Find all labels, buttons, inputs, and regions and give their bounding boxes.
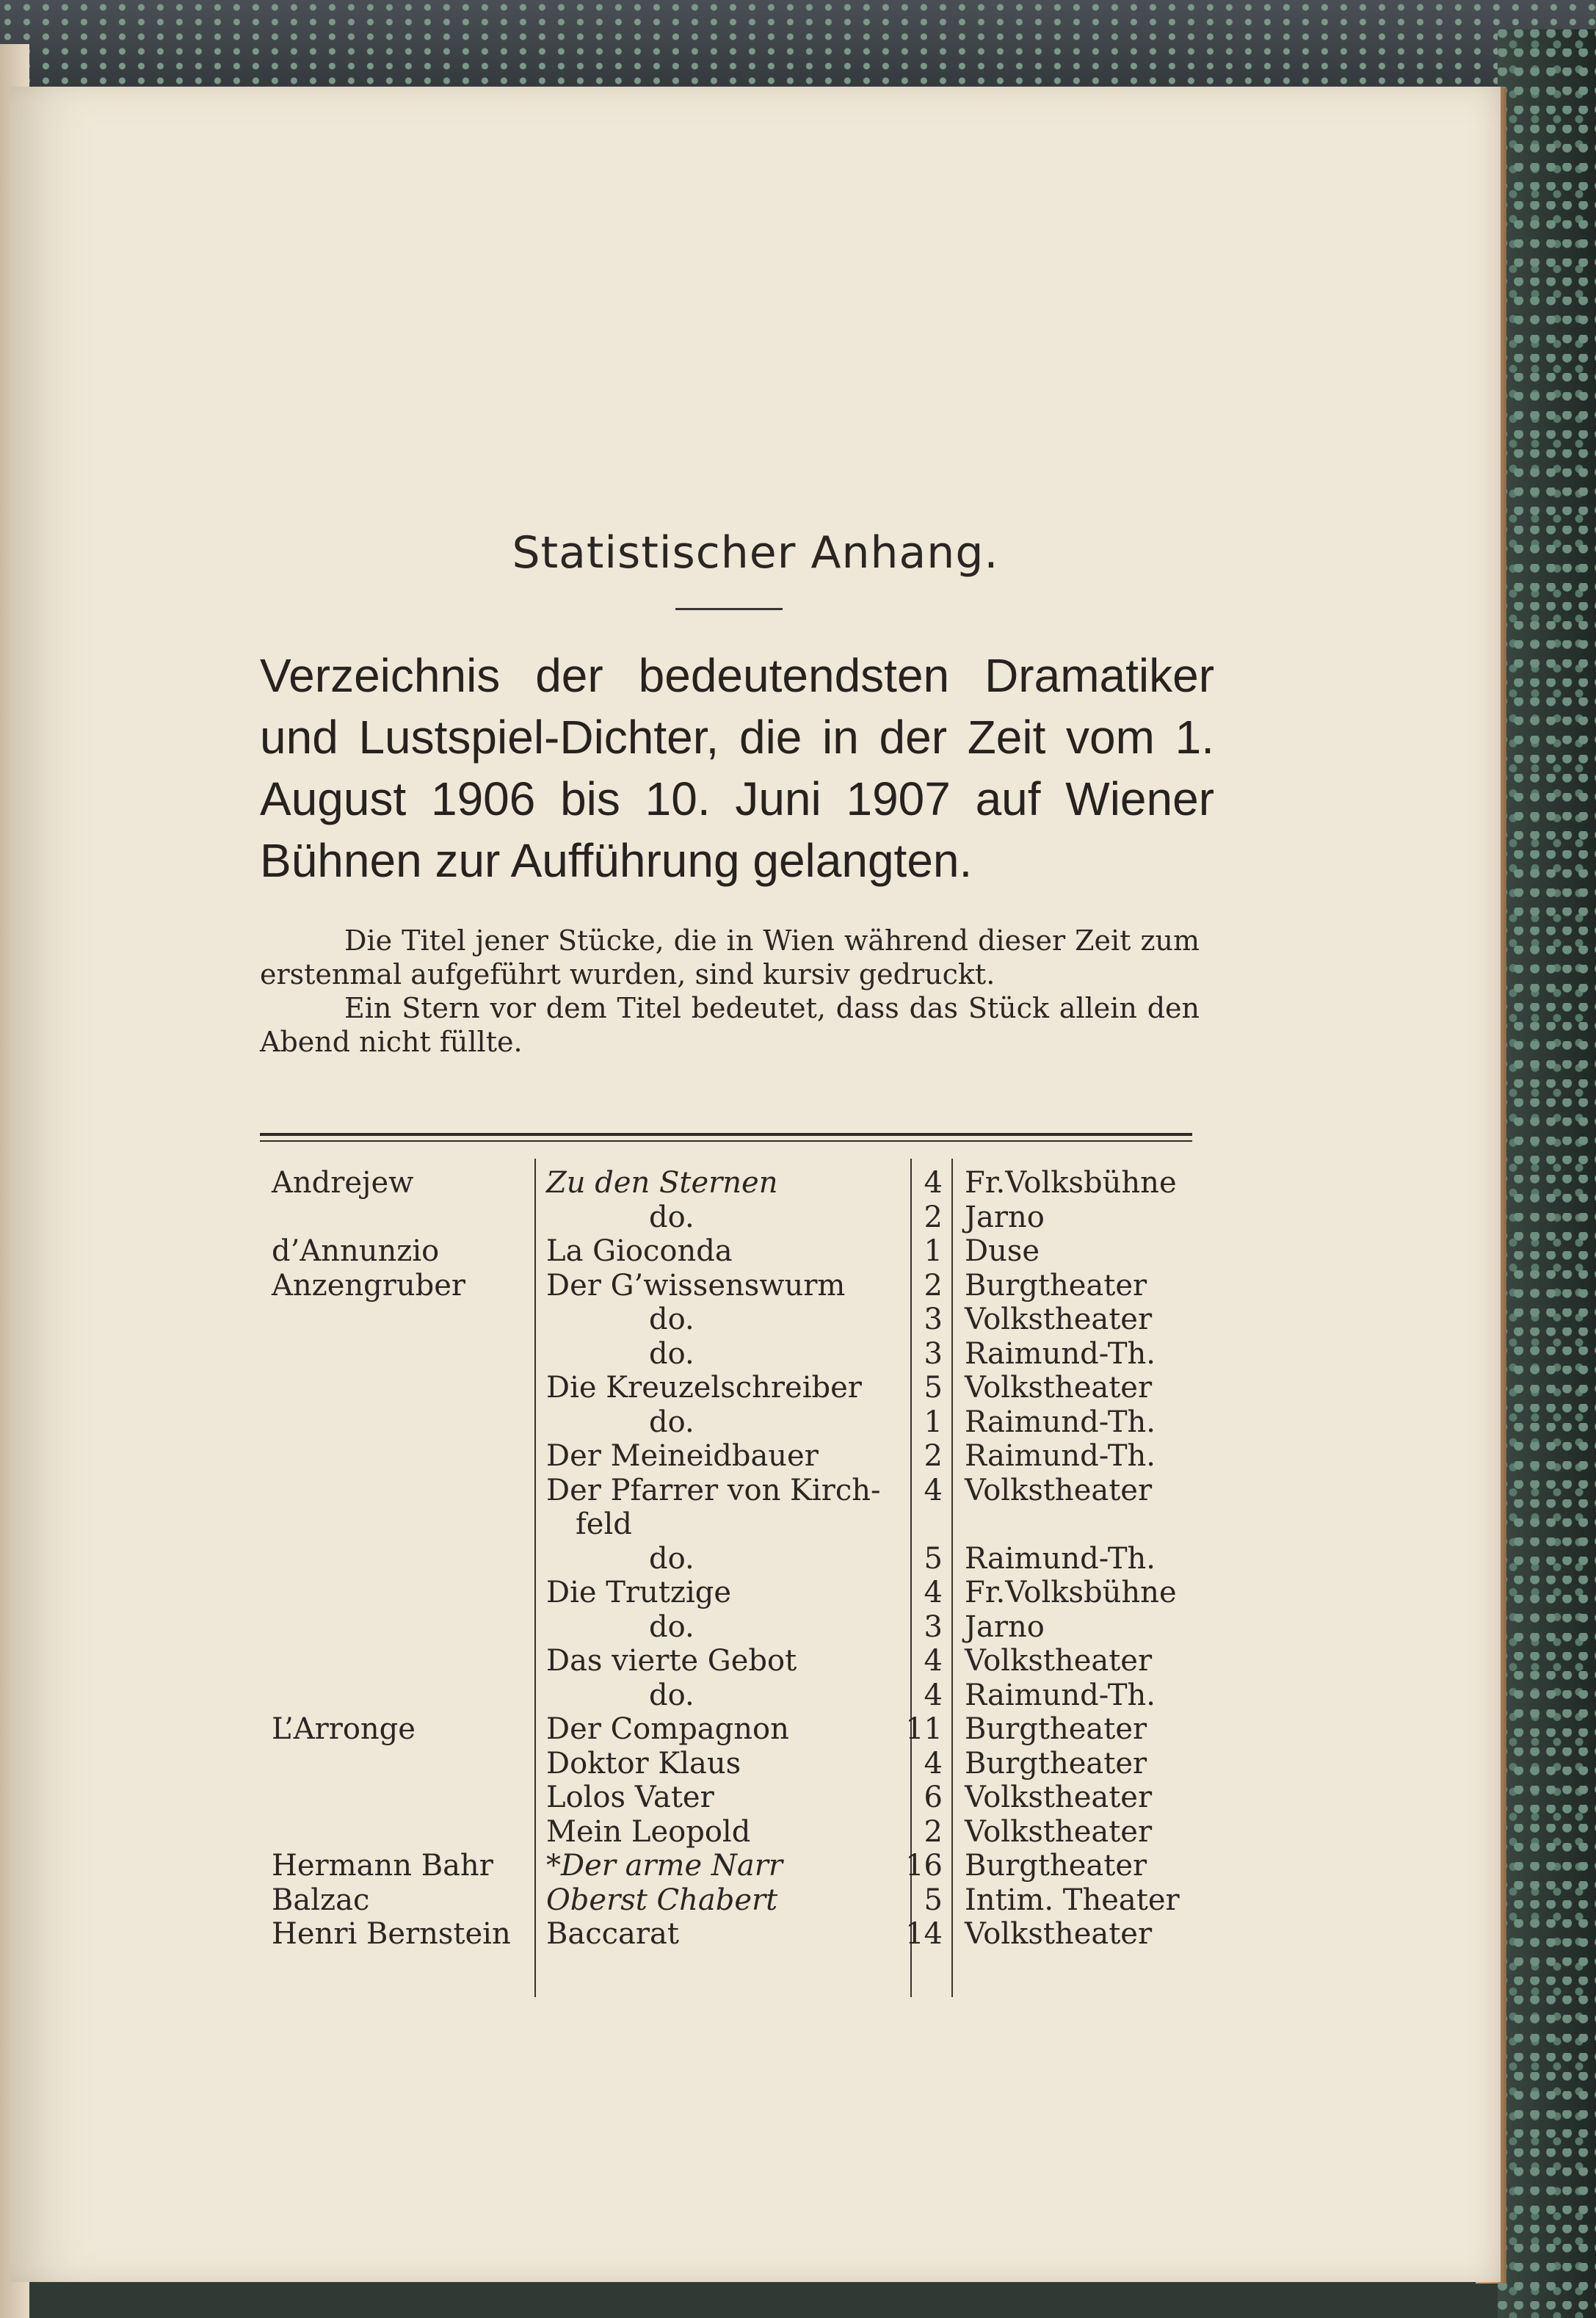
row-count: 2 — [924, 1814, 943, 1849]
row-title: do. — [649, 1609, 694, 1644]
row-title: Der Meineidbauer — [546, 1439, 819, 1473]
row-title: do. — [649, 1200, 694, 1234]
row-count: 3 — [924, 1609, 943, 1644]
table-row — [260, 1542, 1200, 1576]
table-row — [260, 1371, 1200, 1405]
row-theater: Jarno — [965, 1609, 1045, 1644]
table-row — [260, 1781, 1200, 1814]
row-theater: Volkstheater — [965, 1917, 1153, 1951]
table-row — [260, 1747, 1200, 1781]
row-count: 1 — [924, 1405, 943, 1439]
row-theater: Fr.Volksbühne — [965, 1576, 1177, 1609]
book-cover-top — [0, 0, 1596, 88]
row-title: Der G’wissenswurm — [546, 1268, 846, 1303]
table-row — [260, 1849, 1200, 1883]
row-count: 11 — [905, 1712, 943, 1746]
dramatist-table — [260, 1159, 1200, 2003]
row-theater: Raimund-Th. — [965, 1678, 1156, 1712]
book-cover-right — [1498, 29, 1596, 2318]
table-row — [260, 1303, 1200, 1336]
heading-divider — [675, 608, 783, 610]
table-row — [260, 1576, 1200, 1609]
row-author: Hermann Bahr — [272, 1849, 493, 1883]
row-author: Henri Bernstein — [272, 1917, 511, 1951]
table-rule-bottom — [260, 1140, 1192, 1142]
row-theater: Intim. Theater — [965, 1883, 1180, 1917]
row-theater: Jarno — [965, 1200, 1045, 1234]
table-row — [260, 1234, 1200, 1268]
row-title: do. — [649, 1678, 694, 1712]
row-title: do. — [649, 1405, 694, 1439]
row-count: 4 — [924, 1644, 943, 1678]
row-title: Baccarat — [546, 1917, 679, 1951]
row-count: 4 — [924, 1576, 943, 1609]
row-author: L’Arronge — [272, 1712, 416, 1746]
row-count: 4 — [924, 1166, 943, 1200]
row-title: Mein Leopold — [546, 1814, 751, 1849]
row-theater: Raimund-Th. — [965, 1336, 1156, 1371]
row-count: 2 — [924, 1200, 943, 1234]
row-theater: Burgtheater — [965, 1712, 1147, 1746]
row-title: Der Compagnon — [546, 1712, 789, 1746]
row-theater: Fr.Volksbühne — [965, 1166, 1177, 1200]
table-row — [260, 1439, 1200, 1473]
row-author: Anzengruber — [272, 1268, 466, 1303]
row-title: La Gioconda — [546, 1234, 733, 1268]
row-count: 3 — [924, 1303, 943, 1336]
table-row — [260, 1474, 1200, 1507]
book-page — [10, 87, 1501, 2282]
row-theater: Burgtheater — [965, 1268, 1147, 1303]
table-row — [260, 1610, 1200, 1644]
row-title: *Der arme Narr — [546, 1849, 783, 1883]
page-heading: Statistischer Anhang. — [512, 527, 999, 579]
row-theater: Raimund-Th. — [965, 1541, 1156, 1576]
note-paragraph-1: Die Titel jener Stücke, die in Wien während dieser Zeit zum erstenmal aufgeführt wurden, sind kursiv gedruckt. — [260, 924, 1200, 990]
table-rule-top — [260, 1133, 1192, 1136]
table-row — [260, 1917, 1200, 1951]
row-author: Andrejew — [272, 1166, 414, 1200]
row-count: 14 — [905, 1917, 943, 1951]
row-count: 2 — [924, 1439, 943, 1473]
row-theater: Volkstheater — [965, 1814, 1153, 1849]
row-count: 6 — [924, 1781, 943, 1814]
table-row — [260, 1200, 1200, 1234]
row-count: 1 — [924, 1234, 943, 1268]
row-count: 2 — [924, 1268, 943, 1303]
table-row — [260, 1815, 1200, 1849]
row-count: 3 — [924, 1336, 943, 1371]
row-theater: Raimund-Th. — [965, 1405, 1156, 1439]
table-row — [260, 1507, 1200, 1541]
row-title: Oberst Chabert — [546, 1883, 778, 1917]
row-count: 16 — [905, 1849, 943, 1883]
table-row — [260, 1883, 1200, 1917]
table-row — [260, 1644, 1200, 1678]
row-count: 5 — [924, 1883, 943, 1917]
row-title: do. — [649, 1541, 694, 1576]
row-theater: Volkstheater — [965, 1473, 1153, 1507]
table-row — [260, 1269, 1200, 1303]
row-theater: Burgtheater — [965, 1746, 1147, 1781]
table-row — [260, 1166, 1200, 1200]
row-count: 5 — [924, 1371, 943, 1405]
row-author: Balzac — [272, 1883, 370, 1917]
row-title: Zu den Sternen — [546, 1166, 778, 1200]
row-title: Die Trutzige — [546, 1576, 732, 1609]
row-title: Die Kreuzelschreiber — [546, 1371, 862, 1405]
row-title: Doktor Klaus — [546, 1746, 741, 1781]
row-author: d’Annunzio — [272, 1234, 440, 1268]
explanatory-note — [260, 924, 1200, 1059]
row-theater: Volkstheater — [965, 1781, 1153, 1814]
row-title: Das vierte Gebot — [546, 1644, 797, 1678]
row-theater: Burgtheater — [965, 1849, 1147, 1883]
row-count: 4 — [924, 1678, 943, 1712]
row-title: Lolos Vater — [546, 1781, 714, 1814]
row-title: do. — [649, 1336, 694, 1371]
row-theater: Volkstheater — [965, 1371, 1153, 1405]
row-theater: Volkstheater — [965, 1644, 1153, 1678]
table-row — [260, 1678, 1200, 1712]
list-subtitle: Verzeichnis der bedeutendsten Dramatiker und Lustspiel-Dichter, die in der Zeit vom 1. August 1906 bis 10. Juni 1907 auf Wiener Bühnen zur Aufführung gelangten. — [260, 649, 1214, 887]
note-paragraph-2: Ein Stern vor dem Titel bedeutet, dass das Stück allein den Abend nicht füllte. — [260, 992, 1200, 1058]
row-theater: Volkstheater — [965, 1303, 1153, 1336]
table-row — [260, 1712, 1200, 1746]
row-title: Der Pfarrer von Kirch- — [546, 1473, 881, 1507]
row-count: 5 — [924, 1541, 943, 1576]
row-title: feld — [576, 1507, 632, 1541]
row-theater: Duse — [965, 1234, 1040, 1268]
row-count: 4 — [924, 1746, 943, 1781]
table-row — [260, 1405, 1200, 1439]
row-count: 4 — [924, 1473, 943, 1507]
table-row — [260, 1337, 1200, 1371]
row-title: do. — [649, 1303, 694, 1336]
row-theater: Raimund-Th. — [965, 1439, 1156, 1473]
